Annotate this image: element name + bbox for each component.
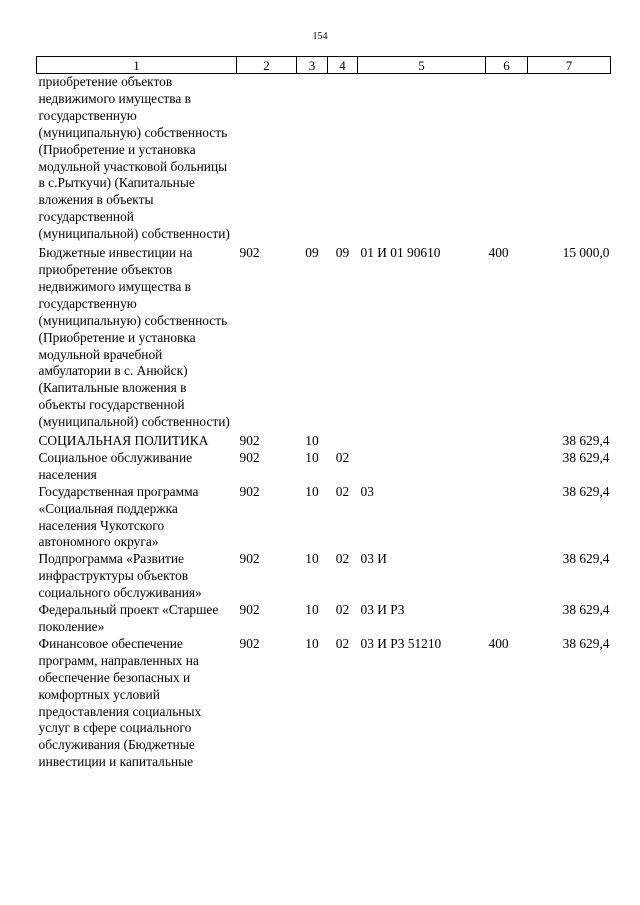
table-row — [37, 602, 611, 636]
cell-section: 10 — [305, 602, 319, 618]
budget-table — [36, 56, 611, 771]
column-header: 1 — [37, 57, 237, 74]
row-description: Подпрограмма «Развитие инфраструктуры объектов социального обслуживания» — [38, 551, 202, 601]
table-row — [37, 433, 611, 450]
cell-target-article: 03 И — [360, 551, 387, 567]
cell-expense-type — [486, 602, 528, 636]
table-row — [37, 636, 611, 771]
column-header: 3 — [297, 57, 328, 74]
table-row — [37, 484, 611, 552]
table-row — [37, 450, 611, 484]
cell-section: 10 — [305, 635, 319, 651]
cell-target-article — [358, 433, 486, 450]
cell-admin-code: 902 — [239, 602, 260, 618]
cell-subsection: 02 — [335, 483, 350, 499]
cell-amount: 38 629,4 — [562, 602, 610, 618]
cell-target-article — [358, 450, 486, 484]
cell-expense-type — [486, 484, 528, 552]
header-row — [37, 57, 611, 74]
row-description: СОЦИАЛЬНАЯ ПОЛИТИКА — [38, 433, 209, 449]
cell-subsection: 02 — [335, 551, 350, 567]
cell-amount: 15 000,0 — [562, 245, 610, 261]
cell-subsection: 02 — [335, 635, 350, 651]
cell-subsection: 02 — [335, 602, 350, 618]
row-description: Государственная программа «Социальная поддержка населения Чукотского автономного округа» — [38, 483, 199, 550]
cell-admin-code: 902 — [239, 245, 260, 261]
cell-admin-code: 902 — [239, 551, 260, 567]
cell-amount: 38 629,4 — [562, 483, 610, 499]
page-number: 154 — [312, 31, 328, 42]
cell-section: 10 — [305, 483, 319, 499]
table-row — [37, 551, 611, 602]
cell-expense-type — [486, 433, 528, 450]
cell-amount: 38 629,4 — [562, 551, 610, 567]
cell-admin-code: 902 — [239, 449, 260, 465]
cell-amount: 38 629,4 — [562, 635, 610, 651]
column-header: 7 — [528, 57, 611, 74]
cell-subsection: 09 — [335, 245, 350, 261]
cell-amount: 38 629,4 — [562, 433, 610, 449]
table-row — [37, 245, 611, 433]
column-header: 4 — [328, 57, 358, 74]
cell-target-article: 03 И Р3 — [360, 602, 405, 618]
table-row — [37, 74, 611, 246]
row-description: Федеральный проект «Старшее поколение» — [38, 602, 219, 634]
column-header: 2 — [237, 57, 297, 74]
cell-expense-type — [486, 450, 528, 484]
row-description: Финансовое обеспечение программ, направленных на обеспечение безопасных и комфортных условий предоставления социальных услуг в сфере социального обслуживания (Бюджетные инвестиции и капитальные — [38, 635, 202, 770]
cell-section: 10 — [305, 449, 319, 465]
row-description: приобретение объектов недвижимого имущества в государственную (муниципальную) собственность (Приобретение и установка модульной участковой больницы в с.Рыткучи) (Капитальные вложения в объекты государственной (муниципальной) собственности) — [38, 74, 230, 242]
row-description: Социальное обслуживание населения — [38, 449, 193, 482]
cell-section: 09 — [305, 245, 319, 261]
cell-amount — [528, 74, 611, 246]
cell-subsection: 02 — [335, 449, 350, 465]
cell-admin-code: 902 — [239, 635, 260, 651]
cell-subsection — [328, 433, 358, 450]
cell-admin-code: 902 — [239, 483, 260, 499]
cell-admin-code — [237, 74, 297, 246]
cell-expense-type: 400 — [488, 245, 509, 261]
cell-amount: 38 629,4 — [562, 449, 610, 465]
cell-expense-type: 400 — [488, 635, 509, 651]
cell-target-article: 03 И Р3 51210 — [360, 635, 442, 651]
cell-target-article — [358, 74, 486, 246]
cell-target-article: 03 — [360, 483, 374, 499]
column-header: 6 — [486, 57, 528, 74]
column-header: 5 — [358, 57, 486, 74]
row-description: Бюджетные инвестиции на приобретение объектов недвижимого имущества в государственную (муниципальную) собственность (Приобретение и установка модульной врачебной амбулатории в с. Анюйск) (Капитальные вложения в объекты государственной (муниципальной) собственности) — [38, 245, 230, 430]
cell-expense-type — [486, 551, 528, 602]
cell-section: 10 — [305, 433, 319, 449]
cell-section — [297, 74, 328, 246]
cell-admin-code: 902 — [239, 433, 260, 449]
cell-target-article: 01 И 01 90610 — [360, 245, 441, 261]
cell-expense-type — [486, 74, 528, 246]
cell-subsection — [328, 74, 358, 246]
cell-section: 10 — [305, 551, 319, 567]
